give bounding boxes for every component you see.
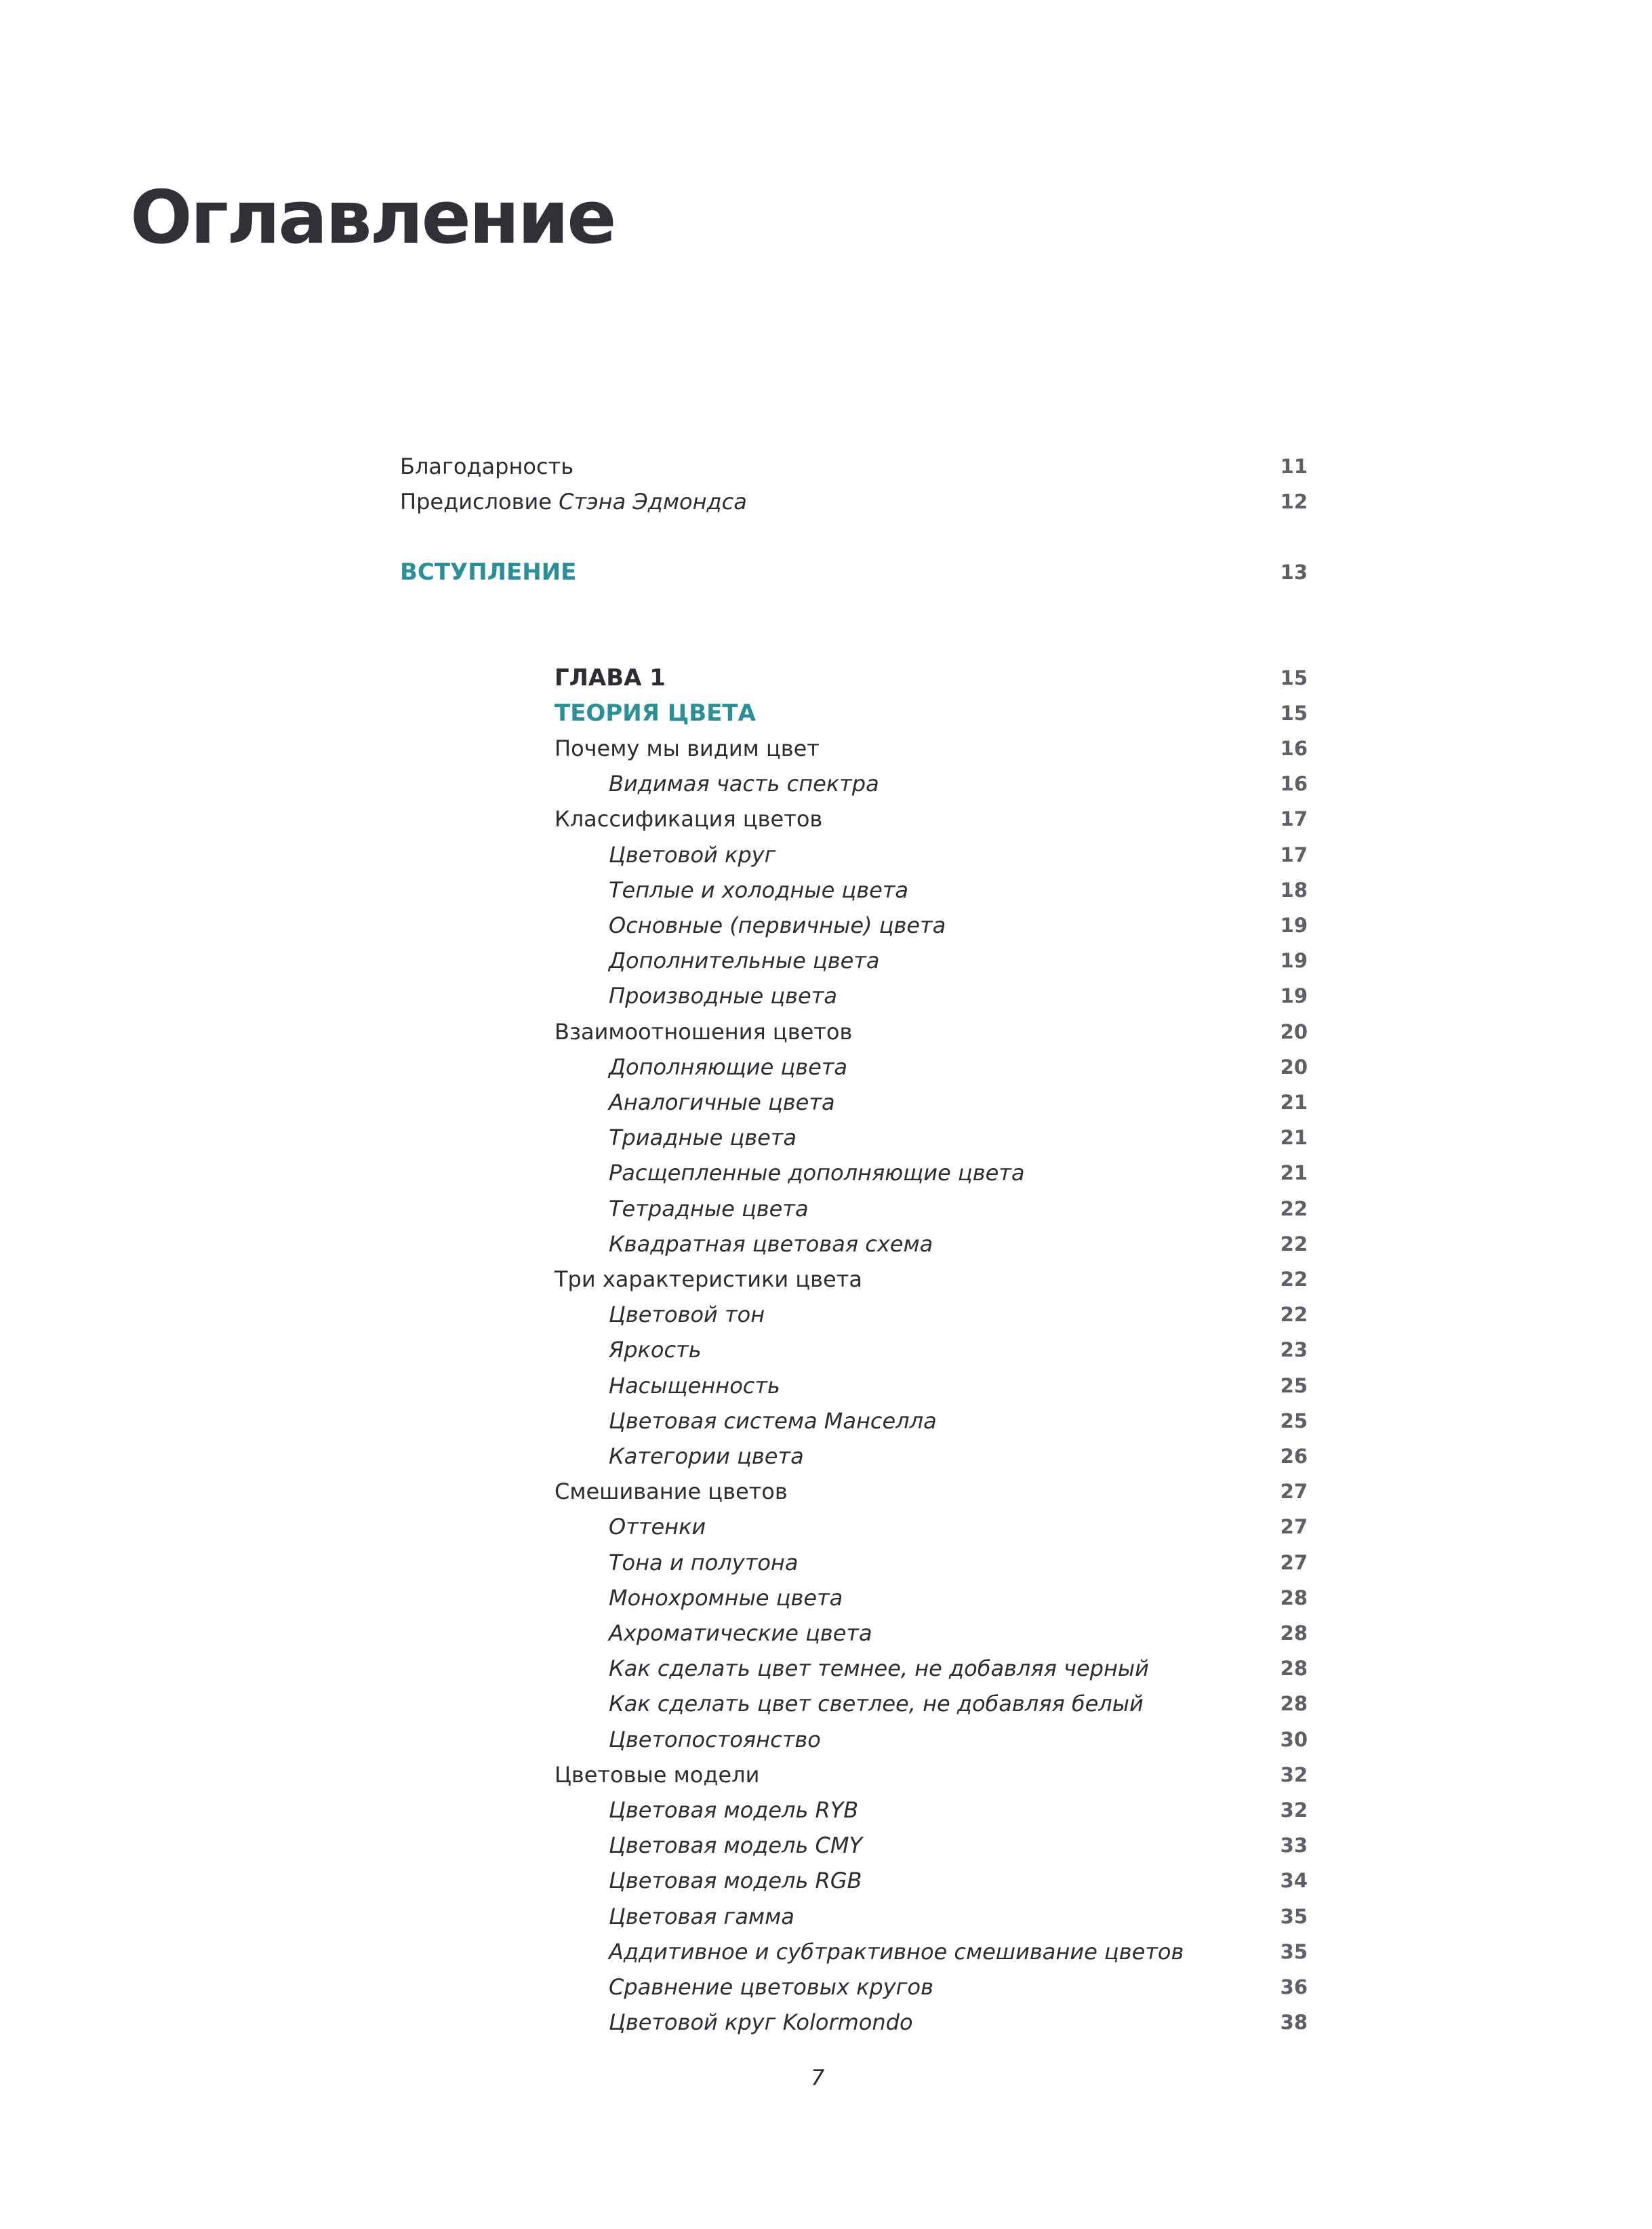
toc-entry[interactable] (609, 1545, 1308, 1580)
toc-entry-page: 17 (1280, 807, 1308, 830)
toc-entry-page: 36 (1280, 1975, 1308, 1999)
toc-entry-page: 22 (1280, 1268, 1308, 1291)
toc-entry-page: 33 (1280, 1834, 1308, 1857)
toc-entry-page: 38 (1280, 2011, 1308, 2034)
toc-entry-page: 21 (1280, 1126, 1308, 1149)
toc-entry[interactable] (609, 1792, 1308, 1828)
toc-entry[interactable] (555, 1757, 1308, 1792)
toc-entry-label: Ахроматические цвета (609, 1620, 872, 1646)
toc-entry[interactable] (555, 1014, 1308, 1049)
toc-entry-page: 26 (1280, 1445, 1308, 1468)
toc-entry[interactable] (609, 1403, 1308, 1439)
toc-entry-page: 22 (1280, 1197, 1308, 1220)
toc-entry-label: Насыщенность (609, 1373, 780, 1399)
toc-entry-label: Дополняющие цвета (609, 1054, 848, 1080)
toc-entry-page: 19 (1280, 984, 1308, 1007)
toc-entry-label: Цветовые модели (555, 1762, 760, 1788)
toc-entry-page: 28 (1280, 1586, 1308, 1609)
toc-entry-label: Три характеристики цвета (555, 1266, 862, 1292)
toc-entry-label: Теплые и холодные цвета (609, 877, 908, 903)
toc-entry-page: 28 (1280, 1622, 1308, 1645)
toc-entry-introduction[interactable] (400, 555, 1308, 590)
toc-entry-page: 32 (1280, 1763, 1308, 1786)
page-number: 7 (811, 2065, 825, 2091)
toc-entry-label: Цветовая система Манселла (609, 1408, 937, 1434)
toc-entry-page: 19 (1280, 914, 1308, 937)
toc-entry-label: Яркость (609, 1337, 702, 1363)
toc-entry-label: Оттенки (609, 1514, 706, 1540)
toc-entry-page: 20 (1280, 1056, 1308, 1079)
toc-entry[interactable] (609, 978, 1308, 1013)
toc-entry[interactable] (609, 1934, 1308, 1969)
toc-entry-page: 11 (1280, 455, 1308, 478)
toc-entry-page: 18 (1280, 879, 1308, 902)
toc-entry[interactable] (609, 1368, 1308, 1403)
toc-entry-page: 27 (1280, 1480, 1308, 1503)
toc-entry-page: 15 (1280, 666, 1308, 689)
toc-entry[interactable] (609, 1509, 1308, 1544)
toc-entry-page: 15 (1280, 702, 1308, 725)
toc-entry-label: Расщепленные дополняющие цвета (609, 1160, 1025, 1186)
toc-entry[interactable] (555, 1474, 1308, 1509)
toc-entry-page: 34 (1280, 1869, 1308, 1892)
toc-entry[interactable] (555, 801, 1308, 837)
toc-entry-label: Основные (первичные) цвета (609, 912, 946, 938)
toc-entry-page: 25 (1280, 1374, 1308, 1397)
toc-entry-label: Тона и полутона (609, 1550, 799, 1575)
toc-entry-label (400, 484, 747, 519)
toc-entry[interactable] (609, 908, 1308, 943)
toc-entry[interactable] (609, 1120, 1308, 1155)
toc-entry-page: 13 (1280, 561, 1308, 584)
toc-entry[interactable] (609, 1439, 1308, 1474)
toc-entry-page: 16 (1280, 772, 1308, 795)
toc-entry[interactable] (609, 1580, 1308, 1615)
toc-entry[interactable] (609, 943, 1308, 978)
toc-entry-page: 16 (1280, 737, 1308, 760)
toc-entry[interactable] (555, 731, 1308, 766)
toc-entry-page: 28 (1280, 1692, 1308, 1715)
foreword-author: Стэна Эдмондса (559, 489, 747, 515)
toc-chapter-number[interactable] (555, 660, 1308, 696)
toc-entry-label: Как сделать цвет темнее, не добавляя черный (609, 1655, 1149, 1681)
toc-entry-label: Цветовая модель RGB (609, 1868, 862, 1893)
toc-entry[interactable] (609, 872, 1308, 908)
toc-entry-page: 12 (1280, 490, 1308, 513)
toc-entry-page: 28 (1280, 1657, 1308, 1680)
toc-entry[interactable] (609, 1297, 1308, 1332)
toc-entry-page: 20 (1280, 1020, 1308, 1043)
toc-entry-label: Почему мы видим цвет (555, 736, 820, 761)
toc-entry-page: 35 (1280, 1905, 1308, 1928)
toc-entry-label: Благодарность (400, 454, 574, 479)
toc-entry-foreword[interactable] (400, 484, 1308, 519)
toc-entry-page: 22 (1280, 1303, 1308, 1326)
toc-entry-label: Производные цвета (609, 983, 837, 1009)
toc-entry-page: 22 (1280, 1232, 1308, 1256)
toc-entry-page: 21 (1280, 1091, 1308, 1114)
chapter-number-label: ГЛАВА 1 (555, 664, 666, 691)
toc-entry-page: 27 (1280, 1515, 1308, 1538)
toc-entry[interactable] (609, 1969, 1308, 2005)
toc-entry-label: Сравнение цветовых кругов (609, 1974, 933, 2000)
toc-entry[interactable] (609, 837, 1308, 872)
toc-entry-label: Классификация цветов (555, 806, 823, 832)
chapter-title: ТЕОРИЯ ЦВЕТА (555, 700, 756, 727)
toc-entry-label: Аналогичные цвета (609, 1089, 835, 1115)
toc-entry[interactable] (609, 1686, 1308, 1721)
toc-chapter-title[interactable] (555, 696, 1308, 731)
toc-entry[interactable] (609, 1155, 1308, 1190)
introduction-label: ВСТУПЛЕНИЕ (400, 559, 577, 586)
toc-entry[interactable] (609, 1332, 1308, 1367)
toc-entry-page: 25 (1280, 1409, 1308, 1432)
page-title: Оглавление (130, 176, 615, 260)
toc-entry[interactable] (609, 766, 1308, 801)
toc-entry-label: Смешивание цветов (555, 1479, 788, 1504)
toc-entry-page: 27 (1280, 1551, 1308, 1574)
toc-entry-label: Монохромные цвета (609, 1585, 843, 1611)
toc-entry-label: Взаимоотношения цветов (555, 1019, 853, 1045)
toc-entry-label: Как сделать цвет светлее, не добавляя белый (609, 1691, 1144, 1716)
toc-entry-page: 35 (1280, 1940, 1308, 1963)
toc-entry[interactable] (609, 1828, 1308, 1863)
toc-entry-page: 21 (1280, 1161, 1308, 1184)
toc-entry[interactable] (609, 1899, 1308, 1934)
toc-entry-label: Тетрадные цвета (609, 1196, 809, 1222)
toc-entry-label: Цветопостоянство (609, 1727, 821, 1752)
toc-entry-page: 32 (1280, 1799, 1308, 1822)
toc-entry[interactable] (609, 1651, 1308, 1686)
toc-entry-page: 30 (1280, 1728, 1308, 1751)
toc-entry[interactable] (609, 1049, 1308, 1085)
toc-entry[interactable] (609, 1722, 1308, 1757)
toc-entry[interactable] (609, 1226, 1308, 1262)
toc-entry-page: 19 (1280, 949, 1308, 972)
toc-entry[interactable] (609, 1191, 1308, 1226)
toc-entry-label: Цветовой тон (609, 1302, 765, 1327)
toc-entry-label: Цветовой круг Kolormondo (609, 2009, 913, 2035)
foreword-label: Предисловие (400, 489, 552, 515)
toc-entry[interactable] (609, 2005, 1308, 2040)
toc-entry-page: 23 (1280, 1338, 1308, 1361)
toc-entry-label: Цветовая модель RYB (609, 1797, 859, 1823)
toc-entry[interactable] (609, 1863, 1308, 1898)
toc-entry-label: Цветовая гамма (609, 1904, 794, 1929)
toc-entry-acknowledgements[interactable] (400, 449, 1308, 484)
toc-entry-label: Аддитивное и субтрактивное смешивание цветов (609, 1939, 1184, 1965)
toc-entry-label: Цветовая модель CMY (609, 1832, 863, 1858)
toc-entry-page: 17 (1280, 843, 1308, 866)
toc-entry-label: Категории цвета (609, 1443, 804, 1469)
toc-entry-label: Квадратная цветовая схема (609, 1231, 933, 1257)
toc-entry-label: Дополнительные цвета (609, 948, 880, 973)
toc-entry-label: Видимая часть спектра (609, 771, 879, 797)
toc-entry[interactable] (555, 1262, 1308, 1297)
toc-entry-label: Цветовой круг (609, 842, 776, 868)
toc-entry[interactable] (609, 1615, 1308, 1651)
toc-entry[interactable] (609, 1085, 1308, 1120)
toc-entry-label: Триадные цвета (609, 1125, 797, 1150)
